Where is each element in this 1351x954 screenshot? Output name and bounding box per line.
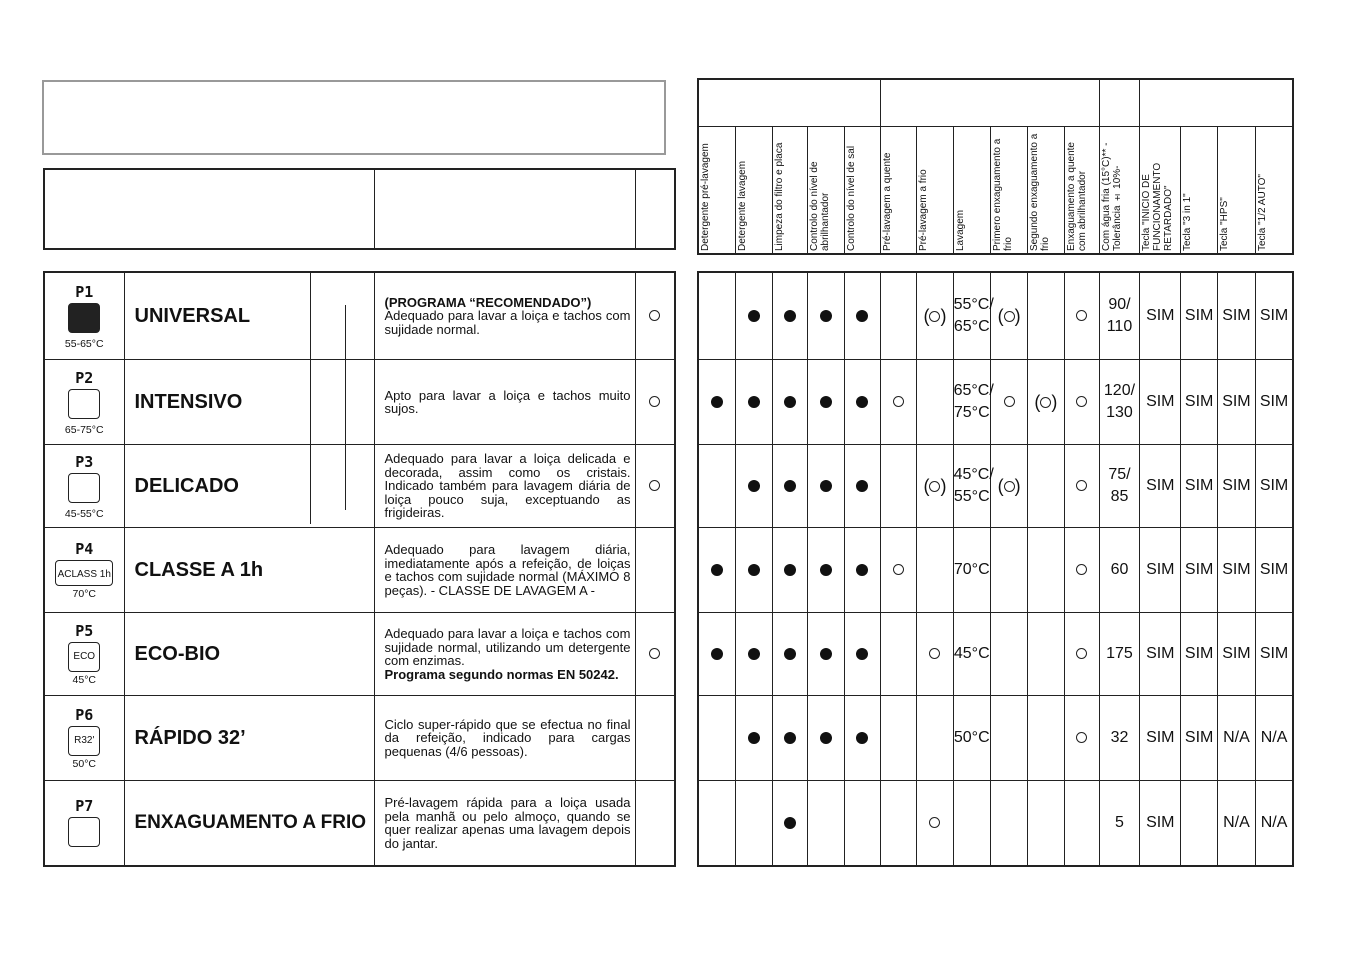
circle-icon <box>1076 648 1087 659</box>
development-cell: 50°C <box>953 696 990 781</box>
circle-icon <box>929 311 940 322</box>
operations-table <box>697 271 1294 867</box>
development-cell <box>990 696 1027 781</box>
filled-dot-icon <box>820 648 832 660</box>
eco-program-icon: ECO <box>68 642 100 672</box>
duration-cell: 90/ 110 <box>1099 272 1139 360</box>
program-description: Ciclo super-rápido que se efectua no final da refeição, indicado para cargas pequenas (4/6 pessoas). <box>374 696 635 781</box>
operation-cell <box>735 360 772 445</box>
program-icon-cell <box>44 696 124 781</box>
rapid-program-icon: R32' <box>68 726 100 756</box>
filled-dot-icon <box>856 648 868 660</box>
program-row <box>44 781 675 867</box>
operations-table-header <box>697 78 1294 255</box>
function-cell: SIM <box>1140 781 1181 867</box>
header-impulse <box>635 169 675 249</box>
group-duracao <box>1099 79 1139 127</box>
development-cell <box>1064 528 1099 613</box>
function-cell: SIM <box>1181 528 1217 613</box>
function-cell: N/A <box>1217 696 1255 781</box>
development-cell <box>1028 360 1064 445</box>
circle-icon <box>649 648 660 659</box>
circle-icon <box>893 564 904 575</box>
program-temp: 45-55°C <box>64 507 104 520</box>
operation-cell <box>844 272 880 360</box>
filled-dot-icon <box>748 396 760 408</box>
filled-dot-icon <box>784 817 796 829</box>
program-temp: 70°C <box>72 588 96 600</box>
circle-icon <box>929 648 940 659</box>
filled-dot-icon <box>856 564 868 576</box>
column-header: Tecla "1/2 AUTO" <box>1256 127 1293 255</box>
column-header: Controlo do nível de abrilhantador <box>808 127 844 255</box>
column-header: Tecla "INICIO DE FUNCIONAMENTO RETARDADO" <box>1140 127 1181 255</box>
column-header: Primero enxaguamento a frio <box>990 127 1027 255</box>
program-code: P5 <box>75 622 94 640</box>
filled-dot-icon <box>856 396 868 408</box>
operation-cell <box>698 445 735 528</box>
development-cell <box>1064 696 1099 781</box>
operation-cell <box>844 613 880 696</box>
filled-dot-icon <box>784 648 796 660</box>
program-temp: 55-65°C <box>64 337 104 350</box>
column-header: Tecla "3 in 1" <box>1181 127 1217 255</box>
development-cell <box>990 781 1027 867</box>
function-cell: SIM <box>1256 528 1293 613</box>
development-cell <box>917 781 953 867</box>
header-descricao <box>374 169 635 249</box>
operations-row <box>698 696 1293 781</box>
program-name: INTENSIVO <box>124 360 374 445</box>
impulse-cell <box>635 360 675 445</box>
development-cell <box>1064 272 1099 360</box>
program-name: RÁPIDO 32’ <box>124 696 374 781</box>
operations-row <box>698 360 1293 445</box>
operation-cell <box>773 360 808 445</box>
function-cell: SIM <box>1140 272 1181 360</box>
operation-cell <box>698 272 735 360</box>
program-description: Apto para lavar a loiça e tachos muito sujos. <box>374 360 635 445</box>
circle-icon <box>929 481 940 492</box>
development-cell <box>881 360 917 445</box>
program-name: CLASSE A 1h <box>124 528 374 613</box>
development-cell <box>990 272 1027 360</box>
function-cell: SIM <box>1181 360 1217 445</box>
circle-icon <box>893 396 904 407</box>
function-cell: SIM <box>1217 272 1255 360</box>
function-cell: SIM <box>1140 696 1181 781</box>
program-description: Adequado para lavar a loiça e tachos com sujidade normal, utilizando um detergente com enzimas. Programa segundo normas EN 50242. <box>374 613 635 696</box>
development-cell <box>990 360 1027 445</box>
operation-cell <box>844 781 880 867</box>
development-cell <box>1064 781 1099 867</box>
circle-icon <box>1004 481 1015 492</box>
function-cell: SIM <box>1256 360 1293 445</box>
program-icon-cell <box>44 272 124 360</box>
circle-icon <box>1076 564 1087 575</box>
filled-dot-icon <box>820 564 832 576</box>
circle-icon <box>649 480 660 491</box>
function-cell: SIM <box>1256 445 1293 528</box>
development-cell <box>1028 445 1064 528</box>
column-header: Com água fria (15°C)** -Tolerância ± 10%- <box>1099 127 1139 255</box>
column-header: Enxaguamento a quente com abrilhantador <box>1064 127 1099 255</box>
circle-icon <box>1076 310 1087 321</box>
function-cell: SIM <box>1256 613 1293 696</box>
program-name: DELICADO <box>124 445 374 528</box>
development-cell <box>881 445 917 528</box>
group-operacoes <box>698 79 881 127</box>
operation-cell <box>735 272 772 360</box>
development-cell <box>1064 613 1099 696</box>
operation-cell <box>698 781 735 867</box>
program-temp: 45°C <box>72 674 96 686</box>
column-header: Pré-lavagem a quente <box>881 127 917 255</box>
bracketed-circle: ( ) <box>997 475 1021 496</box>
program-name: UNIVERSAL <box>124 272 374 360</box>
circle-icon <box>1076 396 1087 407</box>
auto-sensor-column <box>310 271 373 524</box>
program-code: P1 <box>75 282 94 301</box>
development-cell: 55°C/ 65°C <box>953 272 990 360</box>
operation-cell <box>844 528 880 613</box>
development-cell <box>1028 613 1064 696</box>
operation-cell <box>773 272 808 360</box>
operation-cell <box>808 781 844 867</box>
development-cell <box>1064 360 1099 445</box>
duration-cell: 60 <box>1099 528 1139 613</box>
function-cell: SIM <box>1217 528 1255 613</box>
function-cell: SIM <box>1256 272 1293 360</box>
program-icon-cell <box>44 360 124 445</box>
column-header: Detergente pré-lavagem <box>698 127 735 255</box>
filled-dot-icon <box>748 732 760 744</box>
program-name: ECO-BIO <box>124 613 374 696</box>
program-name: ENXAGUAMENTO A FRIO <box>124 781 374 867</box>
filled-dot-icon <box>784 310 796 322</box>
operation-cell <box>844 360 880 445</box>
filled-dot-icon <box>711 396 723 408</box>
filled-dot-icon <box>820 396 832 408</box>
function-cell: SIM <box>1217 613 1255 696</box>
column-header: Pré-lavagem a frio <box>917 127 953 255</box>
operation-cell <box>773 781 808 867</box>
operation-cell <box>773 613 808 696</box>
duration-cell: 32 <box>1099 696 1139 781</box>
operation-cell <box>808 528 844 613</box>
circle-icon <box>649 310 660 321</box>
development-cell <box>917 613 953 696</box>
function-cell: SIM <box>1181 445 1217 528</box>
operations-row <box>698 272 1293 360</box>
development-cell <box>1028 696 1064 781</box>
column-header: Segundo enxaguamento a frio <box>1028 127 1064 255</box>
development-cell <box>917 360 953 445</box>
filled-dot-icon <box>820 480 832 492</box>
development-cell: 45°C/ 55°C <box>953 445 990 528</box>
filled-dot-icon <box>748 480 760 492</box>
filled-dot-icon <box>784 732 796 744</box>
development-cell <box>917 272 953 360</box>
development-cell <box>917 696 953 781</box>
program-temp: 50°C <box>72 758 96 770</box>
operation-cell <box>808 272 844 360</box>
development-cell: 65°C/ 75°C <box>953 360 990 445</box>
operation-cell <box>844 445 880 528</box>
program-code: P4 <box>75 540 94 558</box>
operation-cell <box>735 613 772 696</box>
operation-cell <box>698 360 735 445</box>
operations-row <box>698 445 1293 528</box>
development-cell <box>1028 528 1064 613</box>
function-cell: SIM <box>1181 696 1217 781</box>
operation-cell <box>773 528 808 613</box>
operation-cell <box>773 445 808 528</box>
delicate-program-icon <box>68 473 100 503</box>
column-header: Detergente lavagem <box>735 127 772 255</box>
development-cell <box>1028 272 1064 360</box>
group-funcoes <box>1140 79 1293 127</box>
program-icon-cell <box>44 528 124 613</box>
function-cell: SIM <box>1140 528 1181 613</box>
duration-cell: 120/ 130 <box>1099 360 1139 445</box>
header-programa <box>44 169 374 249</box>
duration-cell: 5 <box>1099 781 1139 867</box>
program-description: (PROGRAMA “RECOMENDADO”) Adequado para lavar a loiça e tachos com sujidade normal. <box>374 272 635 360</box>
development-cell <box>990 445 1027 528</box>
circle-icon <box>1076 732 1087 743</box>
filled-dot-icon <box>856 732 868 744</box>
function-cell: SIM <box>1217 445 1255 528</box>
filled-dot-icon <box>784 564 796 576</box>
operation-cell <box>808 445 844 528</box>
filled-dot-icon <box>784 480 796 492</box>
program-code: P2 <box>75 368 94 387</box>
group-desenvolvimento <box>881 79 1100 127</box>
function-cell: SIM <box>1140 445 1181 528</box>
program-icon-cell <box>44 781 124 867</box>
operation-cell <box>698 613 735 696</box>
function-cell: SIM <box>1181 272 1217 360</box>
operation-cell <box>698 696 735 781</box>
function-cell: SIM <box>1140 613 1181 696</box>
bracketed-circle: ( ) <box>1034 391 1058 412</box>
program-icon-cell <box>44 445 124 528</box>
bracketed-circle: ( ) <box>997 305 1021 326</box>
impulse-cell <box>635 781 675 867</box>
development-cell: 70°C <box>953 528 990 613</box>
operation-cell <box>735 781 772 867</box>
development-cell <box>881 613 917 696</box>
filled-dot-icon <box>784 396 796 408</box>
program-temp: 65-75°C <box>64 423 104 436</box>
function-cell: SIM <box>1140 360 1181 445</box>
impulse-cell <box>635 613 675 696</box>
function-cell: N/A <box>1256 781 1293 867</box>
filled-dot-icon <box>856 310 868 322</box>
column-header: Limpeza do filtro e placa <box>773 127 808 255</box>
operation-cell <box>698 528 735 613</box>
program-description: Pré-lavagem rápida para a loiça usada pela manhã ou pelo almoço, quando se quer realizar apenas uma lavagem depois do jantar. <box>374 781 635 867</box>
bracketed-circle: ( ) <box>923 475 947 496</box>
filled-dot-icon <box>748 564 760 576</box>
program-description: Adequado para lavar a loiça delicada e decorada, assim como os cristais. Indicado também para lavagem diária de loiça pouco suja, exceptuando as frigideiras. <box>374 445 635 528</box>
filled-dot-icon <box>820 310 832 322</box>
filled-dot-icon <box>711 564 723 576</box>
operations-row <box>698 613 1293 696</box>
impulse-cell <box>635 445 675 528</box>
development-cell <box>881 696 917 781</box>
operation-cell <box>808 613 844 696</box>
filled-dot-icon <box>711 648 723 660</box>
program-row <box>44 696 675 781</box>
function-cell <box>1181 781 1217 867</box>
development-cell <box>990 528 1027 613</box>
filled-dot-icon <box>820 732 832 744</box>
development-cell: 45°C <box>953 613 990 696</box>
program-code: P6 <box>75 706 94 724</box>
development-cell <box>881 781 917 867</box>
column-header: Lavagem <box>953 127 990 255</box>
function-cell: N/A <box>1256 696 1293 781</box>
circle-icon <box>1040 397 1051 408</box>
circle-icon <box>649 396 660 407</box>
operation-cell <box>735 696 772 781</box>
circle-icon <box>1076 480 1087 491</box>
column-header: Controlo do nível de sal <box>844 127 880 255</box>
duration-cell: 75/ 85 <box>1099 445 1139 528</box>
program-row <box>44 528 675 613</box>
operation-cell <box>808 696 844 781</box>
development-cell <box>1028 781 1064 867</box>
development-cell <box>1064 445 1099 528</box>
circle-icon <box>1004 311 1015 322</box>
impulse-cell <box>635 696 675 781</box>
impulse-cell <box>635 272 675 360</box>
function-cell: SIM <box>1181 613 1217 696</box>
filled-dot-icon <box>748 648 760 660</box>
development-cell <box>990 613 1027 696</box>
program-code: P7 <box>75 796 94 815</box>
development-cell <box>917 528 953 613</box>
class-a-program-icon: ACLASS 1h <box>55 560 113 586</box>
bracketed-circle: ( ) <box>923 305 947 326</box>
operations-row <box>698 528 1293 613</box>
development-cell <box>917 445 953 528</box>
development-cell <box>881 272 917 360</box>
column-header: Tecla "HPS" <box>1217 127 1255 255</box>
function-cell: SIM <box>1217 360 1255 445</box>
operation-cell <box>844 696 880 781</box>
operation-cell <box>735 528 772 613</box>
prewash-note <box>42 80 666 155</box>
development-cell <box>953 781 990 867</box>
circle-icon <box>929 817 940 828</box>
program-description: Adequado para lavagem diária, imediatamente após a refeição, de loiças e tachos com sujidade normal (MÁXIMO 8 peças). - CLASSE DE LAVAGEM A - <box>374 528 635 613</box>
development-cell <box>881 528 917 613</box>
program-code: P3 <box>75 452 94 471</box>
cold-rinse-program-icon <box>68 817 100 847</box>
operation-cell <box>808 360 844 445</box>
universal-program-icon <box>68 303 100 333</box>
program-row <box>44 613 675 696</box>
program-table-header <box>43 168 676 250</box>
circle-icon <box>1004 396 1015 407</box>
impulse-cell <box>635 528 675 613</box>
program-icon-cell <box>44 613 124 696</box>
intensive-program-icon <box>68 389 100 419</box>
duration-cell: 175 <box>1099 613 1139 696</box>
operation-cell <box>773 696 808 781</box>
filled-dot-icon <box>856 480 868 492</box>
function-cell: N/A <box>1217 781 1255 867</box>
filled-dot-icon <box>748 310 760 322</box>
operations-row <box>698 781 1293 867</box>
operation-cell <box>735 445 772 528</box>
